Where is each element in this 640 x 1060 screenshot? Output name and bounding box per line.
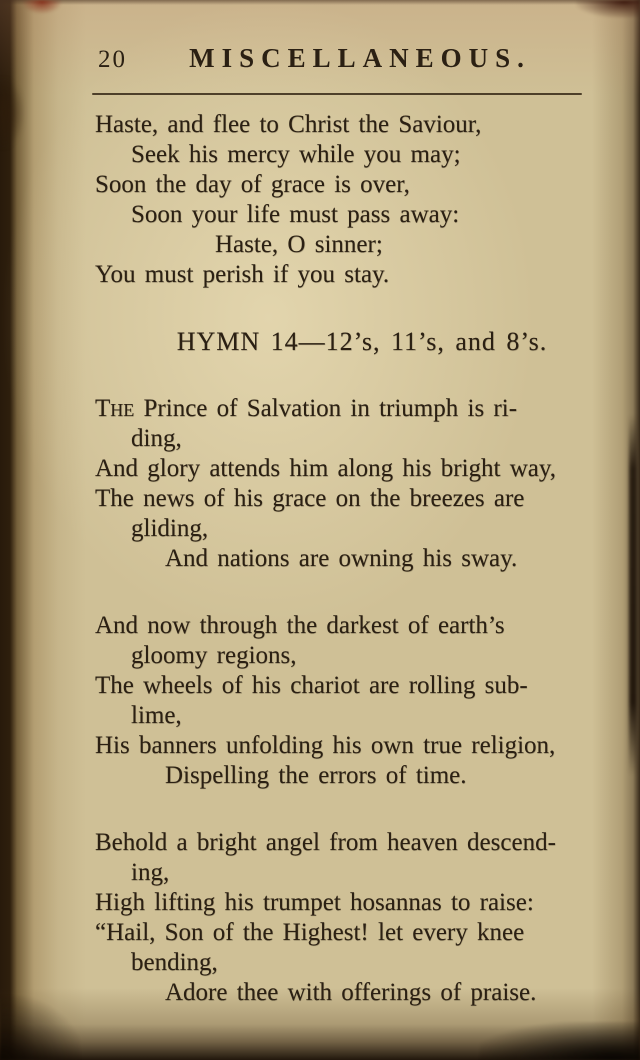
verse-line: Soon your life must pass away:	[131, 201, 460, 228]
smallcaps-lead-word: The	[95, 395, 135, 422]
verse-line: bending,	[131, 949, 218, 976]
verse-line: Haste, and flee to Christ the Saviour,	[95, 111, 482, 138]
verse-line: The wheels of his chariot are rolling sub-	[95, 672, 528, 699]
verse-line: “Hail, Son of the Highest! let every knee	[95, 919, 525, 946]
stanza	[95, 110, 635, 290]
verse-line: ding,	[131, 425, 182, 452]
verse-line: gliding,	[131, 515, 209, 542]
hymn-heading: HYMN 14—12’s, 11’s, and 8’s.	[176, 327, 548, 356]
paper-stain-top-right	[576, 0, 640, 18]
stanza	[95, 828, 635, 1008]
running-header: MISCELLANEOUS.	[189, 43, 531, 73]
verse-line: High lifting his trumpet hosannas to raise:	[95, 889, 534, 916]
verse-line: Haste, O sinner;	[215, 231, 383, 258]
verse-line: Soon the day of grace is over,	[95, 171, 410, 198]
verse-line: Dispelling the errors of time.	[165, 762, 467, 789]
stanza	[95, 611, 635, 791]
verse-line: gloomy regions,	[131, 642, 297, 669]
header-rule	[92, 93, 582, 95]
verse-line: You must perish if you stay.	[95, 261, 390, 288]
verse-line: The news of his grace on the breezes are	[95, 485, 525, 512]
verse-line: And nations are owning his sway.	[165, 545, 518, 572]
verse-line: And now through the darkest of earth’s	[95, 612, 505, 639]
page-content	[95, 110, 635, 1045]
verse-line: Adore thee with offerings of praise.	[165, 979, 537, 1006]
paper-stain-top-left	[22, 0, 62, 14]
verse-line: Behold a bright angel from heaven descend-	[95, 829, 556, 856]
verse-line: Seek his mercy while you may;	[131, 141, 461, 168]
paper-stain-left	[0, 78, 24, 148]
stanza	[95, 394, 635, 574]
verse-line: ing,	[131, 859, 170, 886]
verse-line: The Prince of Salvation in triumph is ri-	[95, 395, 518, 422]
verse-line: His banners unfolding his own true religion,	[95, 732, 556, 759]
verse-line: And glory attends him along his bright way,	[95, 455, 556, 482]
verse-line: lime,	[131, 702, 182, 729]
paper-stain-bottom-left	[0, 996, 80, 1060]
page-number: 20	[98, 46, 127, 73]
